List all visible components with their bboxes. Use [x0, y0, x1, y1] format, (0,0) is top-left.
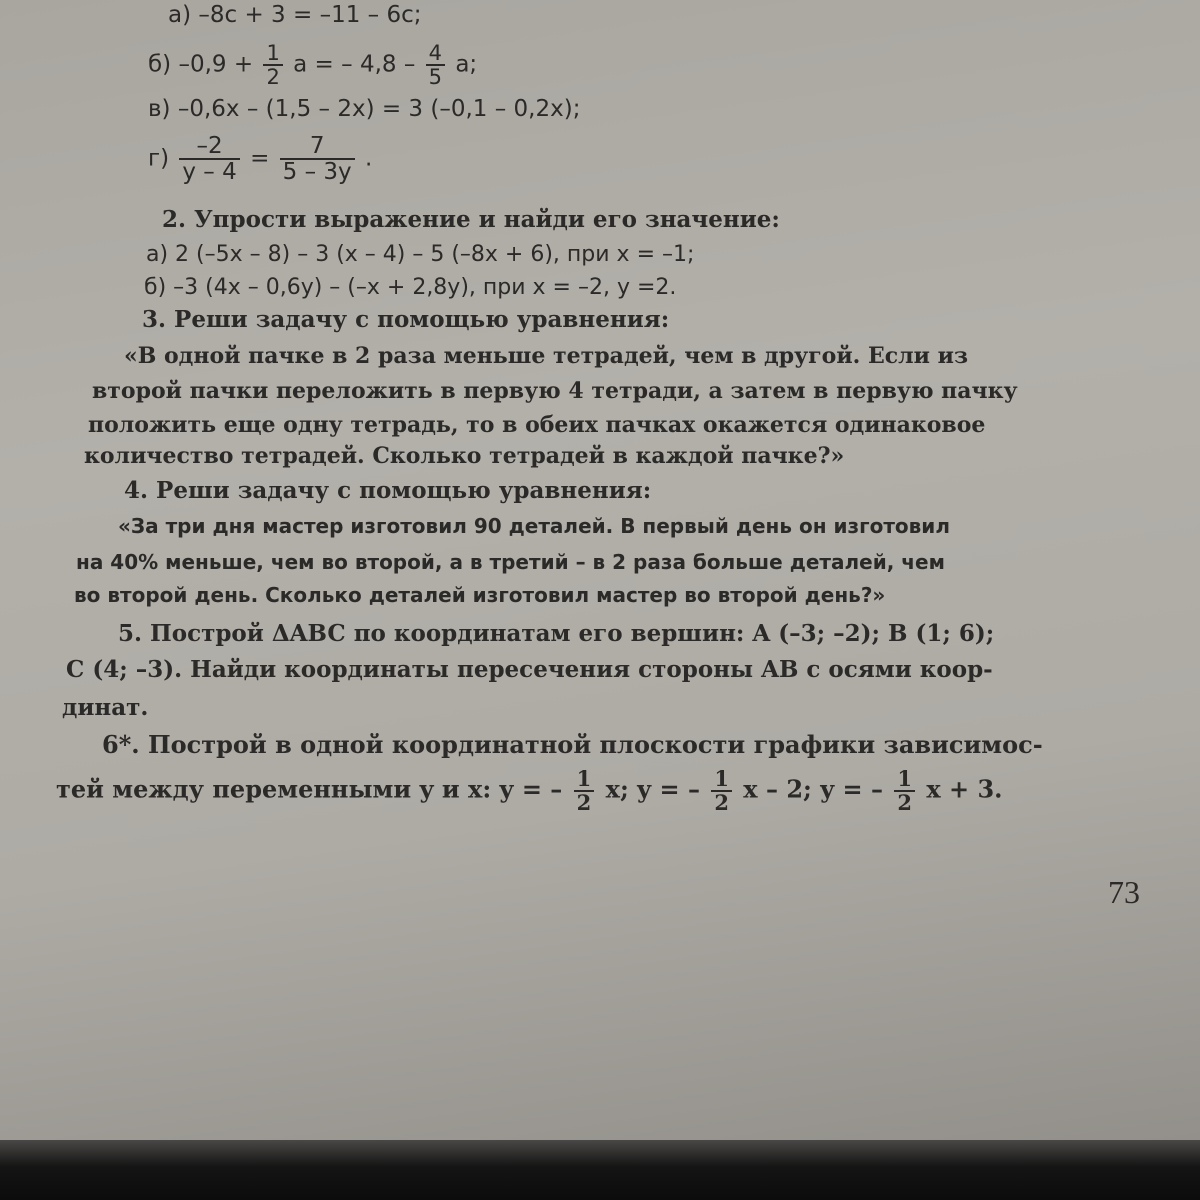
task6-prefix: тей между переменными y и x: y = –	[56, 774, 563, 804]
fraction-numerator: 7	[280, 134, 355, 160]
task6-formulas	[56, 768, 1003, 814]
fraction-denominator: 2	[714, 790, 729, 815]
task4-line: на 40% меньше, чем во второй, а в третий – в 2 раза больше деталей, чем	[76, 550, 945, 574]
task5-line: C (4; –3). Найди координаты пересечения стороны AB с осями коор-	[66, 656, 993, 683]
fraction	[263, 42, 282, 88]
task4-line: во второй день. Сколько деталей изготовил мастер во второй день?»	[74, 583, 886, 607]
fraction-numerator: 1	[711, 768, 732, 792]
task6-function3-tail: x + 3.	[926, 774, 1003, 804]
fraction-denominator: y – 4	[182, 159, 237, 185]
task1-item-v: в) –0,6x – (1,5 – 2x) = 3 (–0,1 – 0,2x);	[148, 96, 581, 122]
fraction-numerator: 4	[426, 42, 445, 66]
fraction	[179, 134, 239, 184]
fraction-numerator: 1	[894, 768, 915, 792]
task4-title: 4. Реши задачу с помощью уравнения:	[124, 477, 652, 504]
task6-function1-tail: x; y = –	[605, 774, 700, 804]
task1-b-middle: a = – 4,8 –	[293, 51, 416, 78]
fraction	[426, 42, 445, 88]
fraction	[711, 768, 732, 814]
fraction-denominator: 2	[266, 65, 280, 89]
task6-function2-tail: x – 2; y = –	[743, 774, 883, 804]
task1-item-a: а) –8c + 3 = –11 – 6c;	[168, 2, 422, 28]
fraction	[280, 134, 355, 184]
bottom-shadow	[0, 1140, 1200, 1200]
task2-title: 2. Упрости выражение и найди его значение:	[162, 206, 780, 233]
task5-line: динат.	[62, 694, 149, 721]
task1-g-label: г)	[148, 145, 170, 172]
task3-line: количество тетрадей. Сколько тетрадей в каждой пачке?»	[84, 443, 845, 469]
fraction-denominator: 5	[428, 65, 443, 89]
fraction	[574, 768, 595, 814]
fraction-numerator: 1	[263, 42, 282, 66]
task3-line: положить еще одну тетрадь, то в обеих пачках окажется одинаковое	[88, 412, 986, 438]
fraction-denominator: 5 – 3y	[282, 159, 352, 185]
task1-item-b	[148, 42, 477, 88]
fraction-numerator: 1	[574, 768, 595, 792]
task4-line: «За три дня мастер изготовил 90 деталей. В первый день он изготовил	[118, 514, 950, 538]
task1-item-g	[148, 134, 372, 184]
task1-b-suffix: a;	[455, 51, 478, 78]
task1-g-equals: =	[250, 145, 270, 172]
task5-line: 5. Построй ΔABC по координатам его вершин: A (–3; –2); B (1; 6);	[118, 620, 995, 647]
task1-b-prefix: б) –0,9 +	[148, 51, 254, 78]
task3-title: 3. Реши задачу с помощью уравнения:	[142, 306, 670, 333]
task3-line: второй пачки переложить в первую 4 тетради, а затем в первую пачку	[92, 378, 1018, 404]
fraction-denominator: 2	[897, 790, 912, 815]
fraction	[894, 768, 915, 814]
task6-line: 6*. Построй в одной координатной плоскости графики зависимос-	[102, 730, 1043, 759]
fraction-numerator: –2	[179, 134, 239, 160]
task2-item-a: а) 2 (–5x – 8) – 3 (x – 4) – 5 (–8x + 6), при x = –1;	[146, 242, 695, 267]
task1-g-suffix: .	[364, 145, 373, 172]
task3-line: «В одной пачке в 2 раза меньше тетрадей, чем в другой. Если из	[124, 343, 968, 369]
page-number: 73	[1108, 874, 1140, 910]
task2-item-b: б) –3 (4x – 0,6y) – (–x + 2,8y), при x = –2, y =2.	[144, 275, 677, 300]
fraction-denominator: 2	[576, 790, 592, 815]
